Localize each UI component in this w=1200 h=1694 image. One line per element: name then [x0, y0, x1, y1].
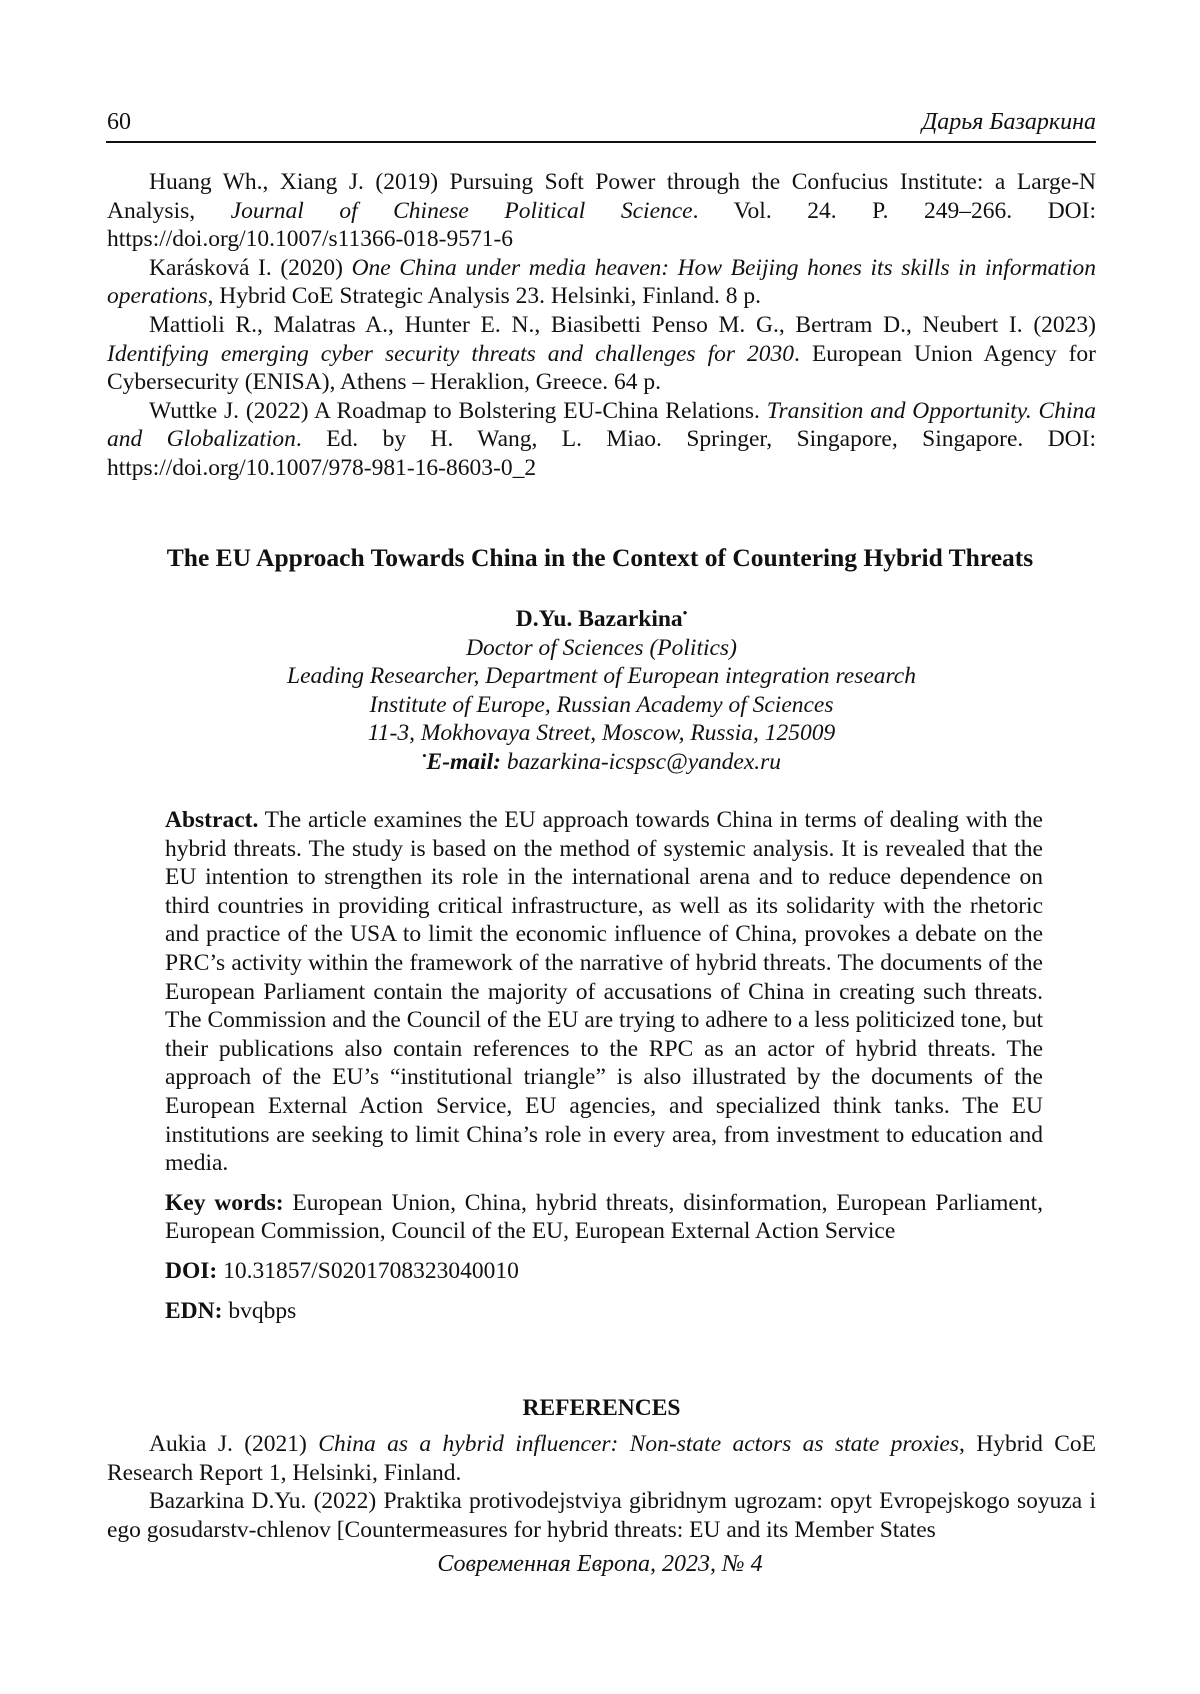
- author-position: Leading Researcher, Department of European integration research: [287, 663, 916, 690]
- reference-authors: Karásková I. (2020): [149, 254, 343, 281]
- header-rule: [106, 141, 1096, 143]
- running-author: Дарья Базаркина: [922, 109, 1096, 135]
- keywords-paragraph: [165, 1189, 1043, 1246]
- reference-item: [107, 1487, 1096, 1544]
- reference-authors: Mattioli R., Malatras A., Hunter E. N., Biasibetti Penso M. G., Bertram D., Neubert I. (2023): [149, 311, 1096, 338]
- article-title: The EU Approach Towards China in the Context of Countering Hybrid Threats: [166, 543, 1034, 572]
- abstract-paragraph: [165, 806, 1043, 1178]
- page-number: 60: [107, 109, 131, 135]
- author-mark: •: [682, 605, 688, 621]
- abstract-label: Abstract.: [165, 807, 259, 833]
- reference-details: . Ed. by H. Wang, L. Miao. Springer, Singapore, Singapore. DOI: https://doi.org/10.1007/978-981-16-8603-0_2: [107, 426, 1096, 481]
- reference-details: . Vol. 24. P. 249–266. DOI: https://doi.org/10.1007/s11366-018-9571-6: [107, 197, 1096, 253]
- reference-source: Journal of Chinese Political Science: [230, 197, 693, 224]
- keywords-label: Key words:: [165, 1189, 284, 1216]
- reference-authors: Bazarkina D.Yu. (2022) Praktika protivodejstviya gibridnym ugrozam: opyt Evropejskogo soyuza i ego gosudarstv-chlenov [Countermeasures for hybrid threats: EU and its Member States: [107, 1488, 1096, 1543]
- author-address: 11-3, Mokhovaya Street, Moscow, Russia, 125009: [367, 720, 836, 747]
- reference-item: [107, 1430, 1096, 1487]
- reference-source: One China under media heaven: How Beijing hones its skills in information operations: [107, 254, 1096, 310]
- reference-item: [107, 168, 1096, 254]
- email-mark: •: [421, 748, 427, 764]
- bottom-reference-list: [107, 1430, 1096, 1544]
- doi-value[interactable]: 10.31857/S0201708323040010: [223, 1257, 519, 1284]
- author-degree: Doctor of Sciences (Politics): [466, 634, 737, 661]
- reference-authors: Wuttke J. (2022) A Roadmap to Bolstering EU-China Relations.: [149, 397, 760, 424]
- email-line: [107, 748, 1096, 777]
- top-reference-list: [107, 168, 1096, 483]
- journal-footer: Современная Европа, 2023, № 4: [437, 1551, 763, 1577]
- reference-authors: Aukia J. (2021): [149, 1431, 307, 1457]
- edn-value: bvqbps: [228, 1297, 297, 1324]
- author-institution: Institute of Europe, Russian Academy of Sciences: [369, 691, 834, 718]
- edn-paragraph: [165, 1297, 1043, 1326]
- edn-label: EDN:: [165, 1297, 223, 1324]
- doi-paragraph: [165, 1257, 1043, 1286]
- reference-item: [107, 311, 1096, 397]
- reference-source: China as a hybrid influencer: Non-state actors as state proxies: [318, 1431, 959, 1457]
- abstract-text: The article examines the EU approach towards China in terms of dealing with the hybrid threats. The study is based on the method of systemic analysis. It is revealed that the EU intention to strengthen its role in the international arena and to reduce dependence on third countries in providing critical infrastructure, as well as its solidarity with the rhetoric and practice of the USA to limit the economic influence of China, provokes a debate on the PRC’s activity within the framework of the narrative of hybrid threats. The documents of the European Parliament contain the majority of accusations of China in creating such threats. The Commission and the Council of the EU are trying to adhere to a less politicized tone, but their publications also contain references to the RPC as an actor of hybrid threats. The approach of the EU’s “institutional triangle” is also illustrated by the documents of the European External Action Service, EU agencies, and specialized think tanks. The EU institutions are seeking to limit China’s role in every area, from investment to education and media.: [165, 807, 1043, 1177]
- author-affiliation: [107, 605, 1096, 777]
- keywords-text: European Union, China, hybrid threats, disinformation, European Parliament, European Commission, Council of the EU, European External Action Service: [165, 1189, 1044, 1245]
- reference-details: . European Union Agency for Cybersecurity (ENISA), Athens – Heraklion, Greece. 64 p.: [107, 340, 1096, 396]
- reference-authors: Huang Wh., Xiang J. (2019) Pursuing Soft Power through the Confucius Institute: a Large-N Analysis,: [107, 169, 1096, 224]
- email-label: E-mail:: [426, 748, 501, 775]
- references-heading: REFERENCES: [522, 1395, 681, 1421]
- reference-details: , Hybrid CoE Research Report 1, Helsinki, Finland.: [107, 1431, 1096, 1486]
- author-line: [107, 605, 1096, 634]
- author-email[interactable]: bazarkina-icspsc@yandex.ru: [506, 748, 782, 775]
- reference-item: [107, 254, 1096, 311]
- doi-label: DOI:: [165, 1257, 218, 1284]
- reference-source: Identifying emerging cyber security threats and challenges for 2030: [107, 340, 795, 367]
- abstract-section: [165, 806, 1043, 1336]
- author-name: D.Yu. Bazarkina: [515, 606, 683, 632]
- reference-item: [107, 397, 1096, 483]
- reference-source: Transition and Opportunity. China and Globalization: [107, 397, 1096, 453]
- reference-details: , Hybrid CoE Strategic Analysis 23. Helsinki, Finland. 8 p.: [207, 283, 762, 310]
